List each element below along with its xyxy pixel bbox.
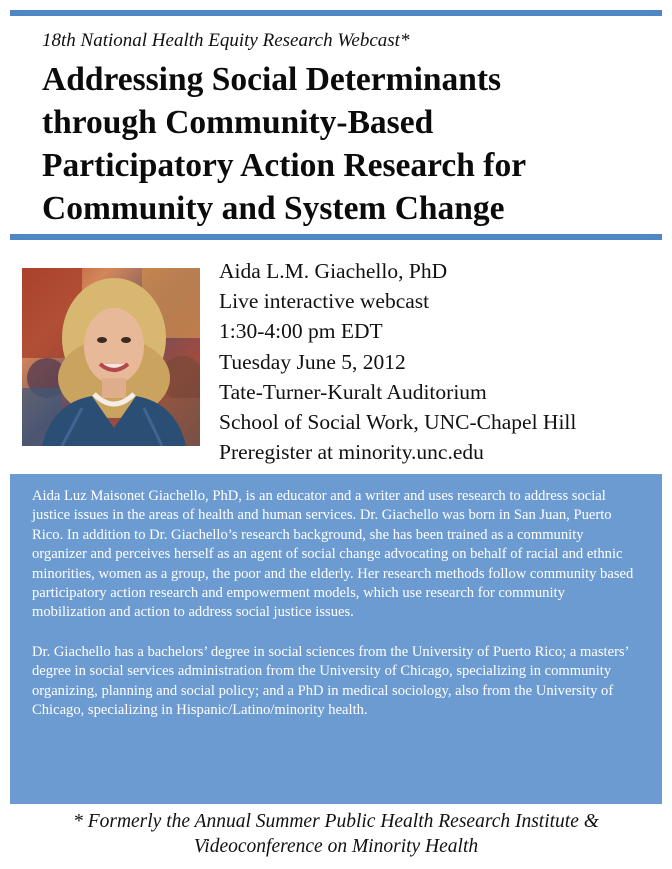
title-line: Participatory Action Research for	[42, 147, 527, 184]
footnote-line: * Formerly the Annual Summer Public Health Research Institute &	[73, 811, 599, 832]
event-details	[219, 256, 576, 467]
event-venue: Tate-Turner-Kuralt Auditorium	[219, 379, 487, 404]
event-time: 1:30-4:00 pm EDT	[219, 319, 383, 344]
middle-rule	[10, 234, 662, 240]
speaker-name: Aida L.M. Giachello, PhD	[219, 259, 448, 283]
event-institution: School of Social Work, UNC-Chapel Hill	[219, 410, 577, 435]
title-line: Community and System Change	[42, 190, 505, 227]
webcast-kicker: 18th National Health Equity Research Webcast*	[42, 30, 410, 51]
page-title	[42, 58, 652, 230]
speaker-bio	[10, 474, 662, 804]
speaker-photo	[22, 268, 200, 446]
top-rule	[10, 10, 662, 16]
event-format: Live interactive webcast	[219, 289, 430, 314]
bio-paragraph: Aida Luz Maisonet Giachello, PhD, is an educator and a writer and uses research to address social justice issues in the areas of health and human services. Dr. Giachello was born in San Juan, Puerto Rico. In addition to Dr. Giachello’s research background, she has been trained as a community organizer and perceives herself as an agent of social change advocating on behalf of racial and ethnic minorities, women as a group, the poor and the elderly. Her research methods follow community based participatory action research and empowerment models, which use research for community mobilization and action to address social justice issues.	[32, 488, 634, 621]
footnote	[0, 809, 672, 859]
title-line: Addressing Social Determinants	[42, 61, 502, 98]
footnote-line: Videoconference on Minority Health	[193, 836, 479, 857]
title-line: through Community-Based	[42, 104, 434, 141]
event-date: Tuesday June 5, 2012	[219, 349, 406, 374]
bio-paragraph: Dr. Giachello has a bachelors’ degree in social sciences from the University of Puerto Rico; a masters’ degree in social services administration from the University of Chicago, specializing in community organizing, planning and social policy; and a PhD in medical sociology, also from the University of Chicago, specializing in Hispanic/Latino/minority health.	[32, 643, 629, 719]
preregister-info: Preregister at minority.unc.edu	[219, 440, 484, 465]
